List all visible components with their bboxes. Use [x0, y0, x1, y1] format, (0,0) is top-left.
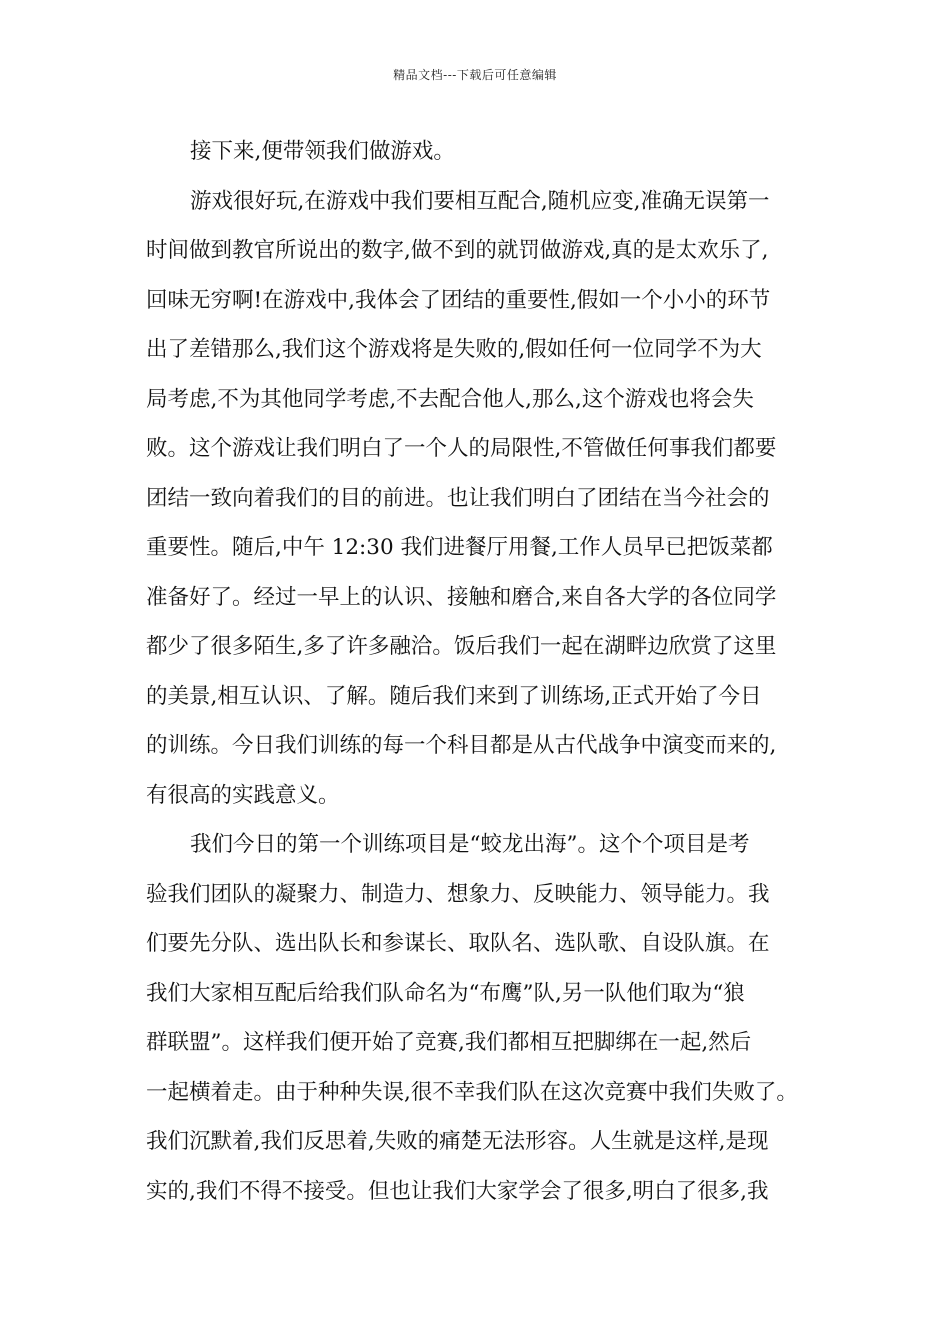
text-line: 游戏很好玩,在游戏中我们要相互配合,随机应变,准确无误第一 — [190, 188, 770, 214]
text-line: 重要性。随后,中午 12:30 我们进餐厅用餐,工作人员早已把饭菜都 — [146, 535, 773, 560]
text-line: 准备好了。经过一早上的认识、接触和磨合,来自各大学的各位同学 — [146, 584, 777, 610]
text-line: 我们大家相互配后给我们队命名为“布鹰”队,另一队他们取为“狼 — [146, 980, 745, 1006]
text-line: 局考虑,不为其他同学考虑,不去配合他人,那么,这个游戏也将会失 — [146, 386, 754, 412]
text-line: 群联盟”。这样我们便开始了竞赛,我们都相互把脚绑在一起,然后 — [146, 1030, 752, 1055]
text-line: 们要先分队、选出队长和参谋长、取队名、选队歌、自设队旗。在 — [146, 931, 770, 956]
text-line: 我们今日的第一个训练项目是“蛟龙出海”。这个个项目是考 — [190, 832, 750, 857]
text-line: 败。这个游戏让我们明白了一个人的局限性,不管做任何事我们都要 — [146, 436, 777, 461]
text-line: 时间做到教官所说出的数字,做不到的就罚做游戏,真的是太欢乐了, — [146, 238, 769, 263]
text-line: 有很高的实践意义。 — [146, 782, 340, 808]
text-line: 我们沉默着,我们反思着,失败的痛楚无法形容。人生就是这样,是现 — [146, 1129, 769, 1154]
text-line: 一起横着走。由于种种失误,很不幸我们队在这次竞赛中我们失败了。 — [146, 1079, 798, 1105]
page-header: 精品文档---下载后可任意编辑 — [393, 68, 557, 82]
text-line: 接下来,便带领我们做游戏。 — [190, 139, 455, 164]
text-line: 验我们团队的凝聚力、制造力、想象力、反映能力、领导能力。我 — [146, 881, 770, 907]
text-line: 回味无穷啊!在游戏中,我体会了团结的重要性,假如一个小小的环节 — [146, 287, 771, 313]
text-line: 实的,我们不得不接受。但也让我们大家学会了很多,明白了很多,我 — [146, 1178, 769, 1204]
body-text — [146, 127, 808, 1216]
text-line: 出了差错那么,我们这个游戏将是失败的,假如任何一位同学不为大 — [146, 337, 762, 362]
text-line: 团结一致向着我们的目的前进。也让我们明白了团结在当今社会的 — [146, 485, 770, 511]
text-line: 的美景,相互认识、了解。随后我们来到了训练场,正式开始了今日 — [146, 683, 762, 709]
text-line: 的训练。今日我们训练的每一个科目都是从古代战争中演变而来的, — [146, 733, 777, 758]
text-line: 都少了很多陌生,多了许多融洽。饭后我们一起在湖畔边欣赏了这里 — [146, 634, 777, 659]
